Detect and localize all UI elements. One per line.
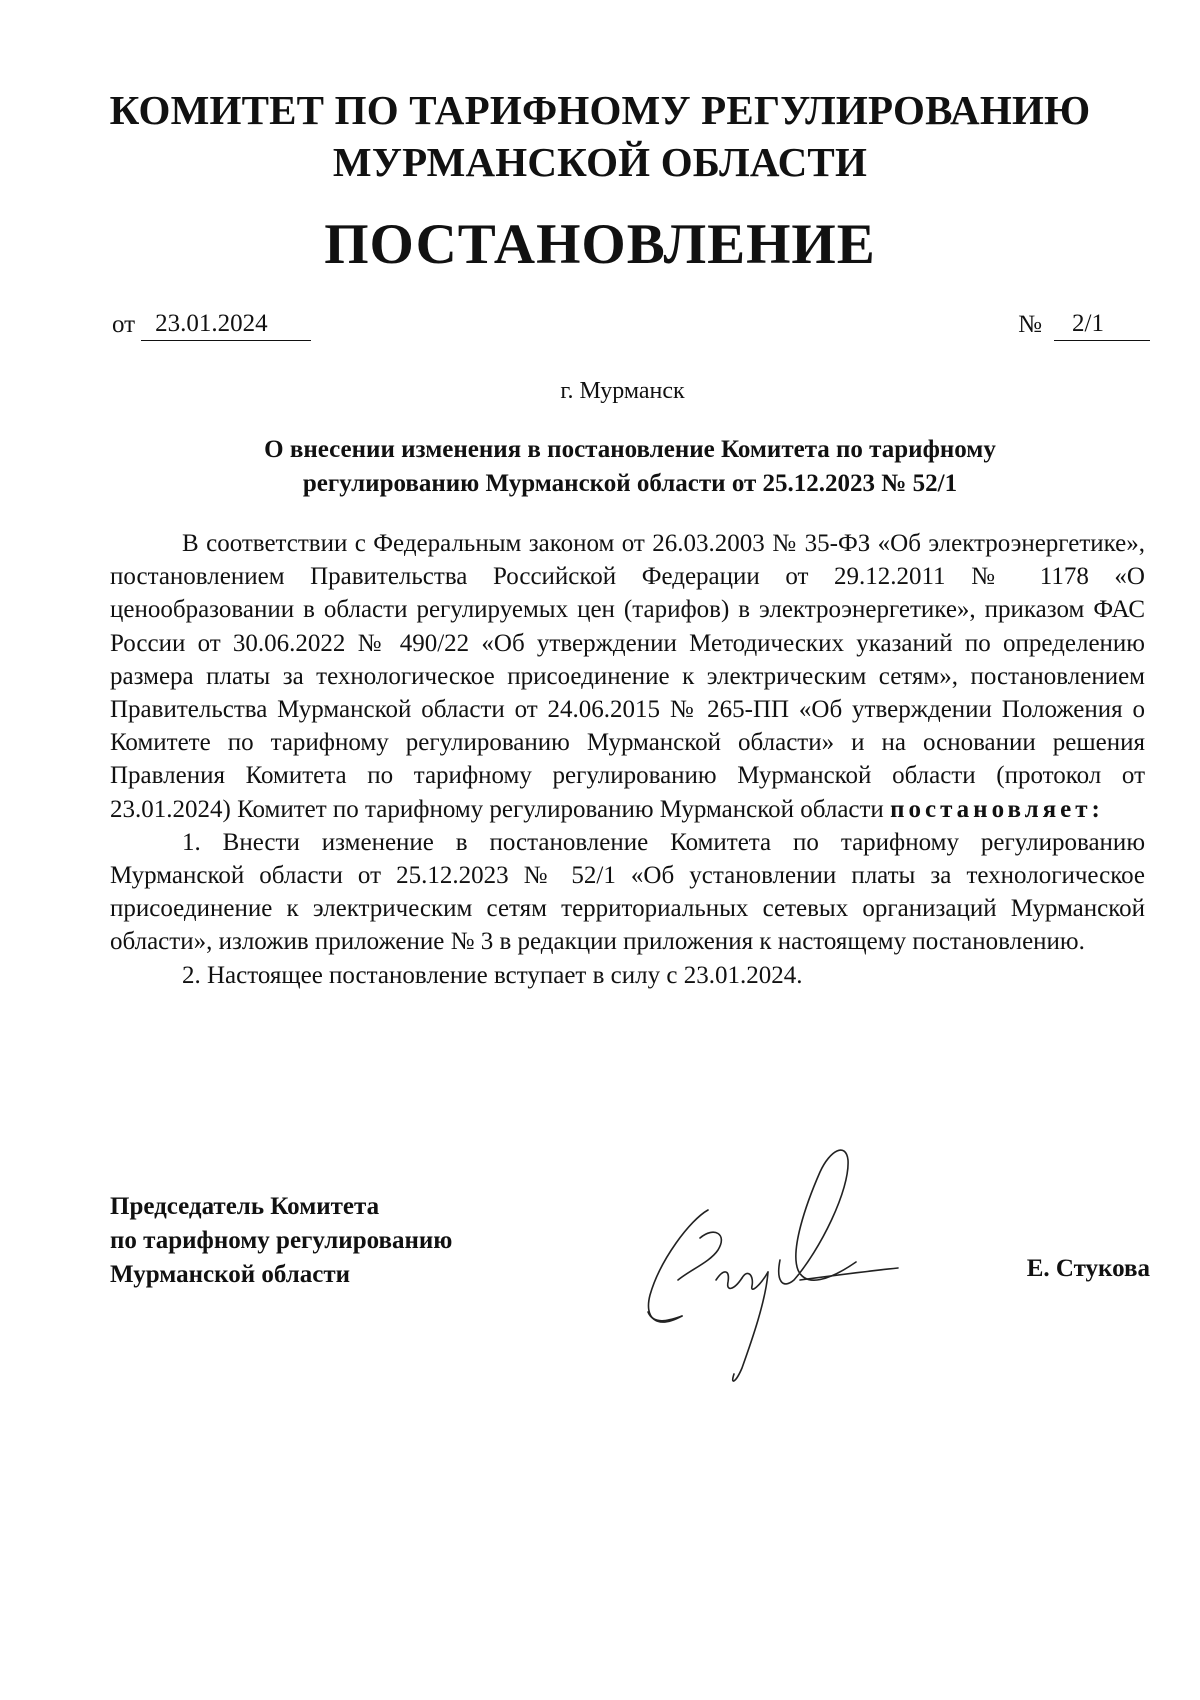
preamble-paragraph — [110, 527, 1145, 826]
number-prefix: № — [1018, 311, 1042, 338]
handwritten-signature — [630, 1130, 910, 1390]
organization-title-line2: МУРМАНСКОЙ ОБЛАСТИ — [332, 139, 868, 185]
document-date: 23.01.2024 — [141, 308, 311, 341]
organization-title — [0, 84, 1200, 188]
organization-title-line1: КОМИТЕТ ПО ТАРИФНОМУ РЕГУЛИРОВАНИЮ — [109, 87, 1091, 133]
document-number: 2/1 — [1054, 308, 1150, 341]
document-number-line — [1018, 308, 1150, 341]
resolves-word: постановляет: — [890, 795, 1104, 823]
signer-title-line2: по тарифному регулированию — [110, 1227, 453, 1254]
signer-name: Е. Стукова — [1026, 1255, 1150, 1282]
document-type: ПОСТАНОВЛЕНИЕ — [324, 213, 876, 276]
document-subject — [170, 433, 1090, 501]
preamble-text: В соответствии с Федеральным законом от 26.03.2003 № 35-ФЗ «Об электроэнергетике», постановлением Правительства Российской Федерации от 29.12.2011 № 1178 «О ценообразовании в области регулируемых цен (тарифов) в электроэнергетике», приказом ФАС России от 30.06.2022 № 490/22 «Об утверждении Методических указаний по определению размера платы за технологическое присоединение к электрическим сетям», постановлением Правительства Мурманской области от 24.06.2015 № 265-ПП «Об утверждении Положения о Комитете по тарифному регулированию Мурманской области» и на основании решения Правления Комитета по тарифному регулированию Мурманской области (протокол от 23.01.2024) Комитет по тарифному регулированию Мурманской области — [110, 530, 1145, 823]
signer-title — [110, 1190, 452, 1292]
subject-line1: О внесении изменения в постановление Комитета по тарифному — [264, 436, 996, 463]
signer-title-line3: Мурманской области — [110, 1261, 351, 1288]
date-prefix: от — [112, 311, 136, 338]
document-city: г. Мурманск — [560, 378, 685, 404]
item-2-paragraph: 2. Настоящее постановление вступает в силу с 23.01.2024. — [182, 961, 803, 989]
signer-title-line1: Председатель Комитета — [110, 1193, 380, 1220]
document-date-line — [112, 308, 311, 341]
item-1-paragraph: 1. Внести изменение в постановление Комитета по тарифному регулированию Мурманской области от 25.12.2023 № 52/1 «Об установлении платы за технологическое присоединение к электрическим сетям территориальных сетевых организаций Мурманской области», изложив приложение № 3 в редакции приложения к настоящему постановлению. — [110, 828, 1145, 956]
subject-line2: регулированию Мурманской области от 25.12.2023 № 52/1 — [302, 470, 958, 497]
document-body — [110, 527, 1145, 992]
